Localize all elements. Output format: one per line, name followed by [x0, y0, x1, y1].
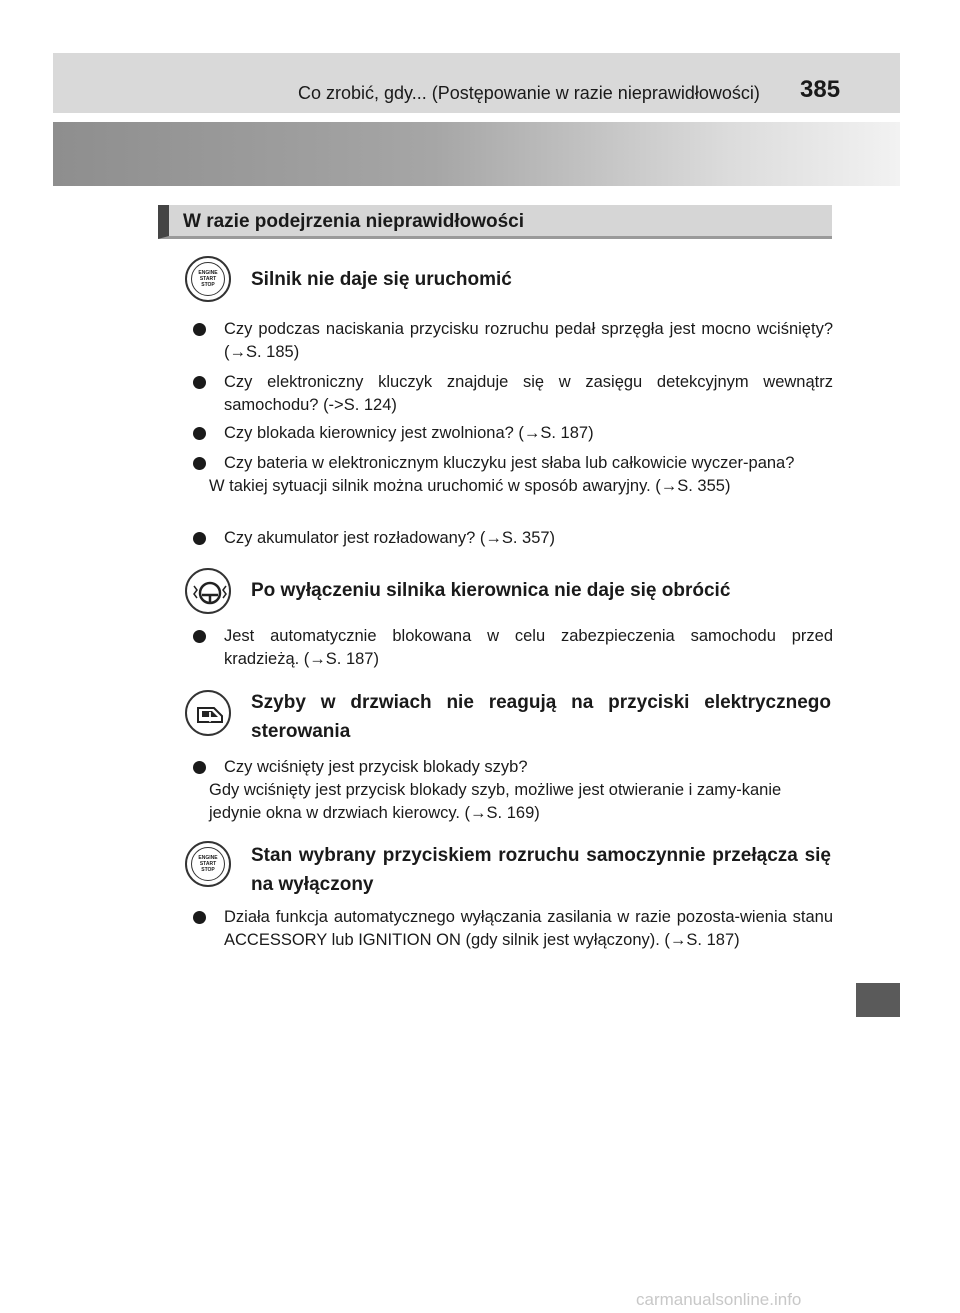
icon-text-stop: STOP	[201, 867, 215, 873]
list-item	[193, 756, 833, 825]
icon-text-engine: ENGINE	[198, 270, 218, 276]
bullet	[193, 427, 206, 440]
decorative-band	[53, 122, 900, 186]
item-text: Czy bateria w elektronicznym kluczyku jest słaba lub całkowicie wyczer-pana?	[224, 454, 795, 472]
engine-start-stop-icon	[185, 256, 231, 302]
bullet	[193, 323, 206, 336]
icon-text-start: START	[199, 276, 217, 282]
item-text: Jest automatycznie blokowana w celu zabezpieczenia samochodu przed kradzieżą. (→S. 187)	[224, 627, 833, 668]
window-lock-icon	[185, 690, 231, 736]
list-item	[193, 318, 833, 364]
note-text: Gdy wciśnięty jest przycisk blokady szyb, możliwe jest otwieranie i zamy-kanie jedynie okna w drzwiach kierowcy. (→S. 169)	[209, 781, 782, 822]
block-heading: Stan wybrany przyciskiem rozruchu samoczynnie przełącza się na wyłączony	[251, 845, 831, 895]
bullet	[193, 457, 206, 470]
item-text: Czy elektroniczny kluczyk znajduje się w zasięgu detekcyjnym wewnątrz samochodu? (->S. 124)	[224, 373, 833, 414]
list-item	[193, 906, 833, 952]
list-item	[193, 527, 833, 550]
list-item	[193, 371, 833, 417]
bullet	[193, 376, 206, 389]
bullet	[193, 532, 206, 545]
bullet	[193, 630, 206, 643]
engine-start-stop-icon	[185, 841, 231, 887]
chapter-tab	[856, 983, 900, 1017]
item-text: Czy wciśnięty jest przycisk blokady szyb?	[224, 758, 528, 776]
list-item	[193, 625, 833, 671]
watermark: carmanualsonline.info	[636, 1290, 802, 1309]
bullet	[193, 911, 206, 924]
list-item	[193, 452, 833, 498]
icon-text-stop: STOP	[201, 282, 215, 288]
item-text: Czy blokada kierownicy jest zwolniona? (→S. 187)	[224, 424, 594, 442]
section-title: W razie podejrzenia nieprawidłowości	[183, 211, 525, 232]
note-text: W takiej sytuacji silnik można uruchomić w sposób awaryjny. (→S. 355)	[209, 477, 731, 495]
section-header	[158, 205, 832, 239]
list-item	[193, 422, 833, 445]
steering-lock-icon	[185, 568, 231, 614]
item-text: Działa funkcja automatycznego wyłączania zasilania w razie pozosta-wienia stanu ACCESSORY lub IGNITION ON (gdy silnik jest wyłączony). (→S. 187)	[224, 908, 833, 949]
block-heading: Po wyłączeniu silnika kierownica nie daje się obrócić	[251, 580, 731, 601]
item-text: Czy akumulator jest rozładowany? (→S. 357)	[224, 529, 556, 547]
header-title: Co zrobić, gdy... (Postępowanie w razie nieprawidłowości)	[298, 83, 760, 103]
item-text: Czy podczas naciskania przycisku rozruchu pedał sprzęgła jest mocno wciśnięty? (→S. 185)	[224, 320, 833, 361]
block-heading: Szyby w drzwiach nie reagują na przyciski elektrycznego sterowania	[251, 692, 831, 742]
bullet	[193, 761, 206, 774]
page-number: 385	[800, 76, 841, 103]
block-heading: Silnik nie daje się uruchomić	[251, 269, 512, 290]
icon-text-start: START	[199, 861, 217, 867]
icon-text-engine: ENGINE	[198, 855, 218, 861]
